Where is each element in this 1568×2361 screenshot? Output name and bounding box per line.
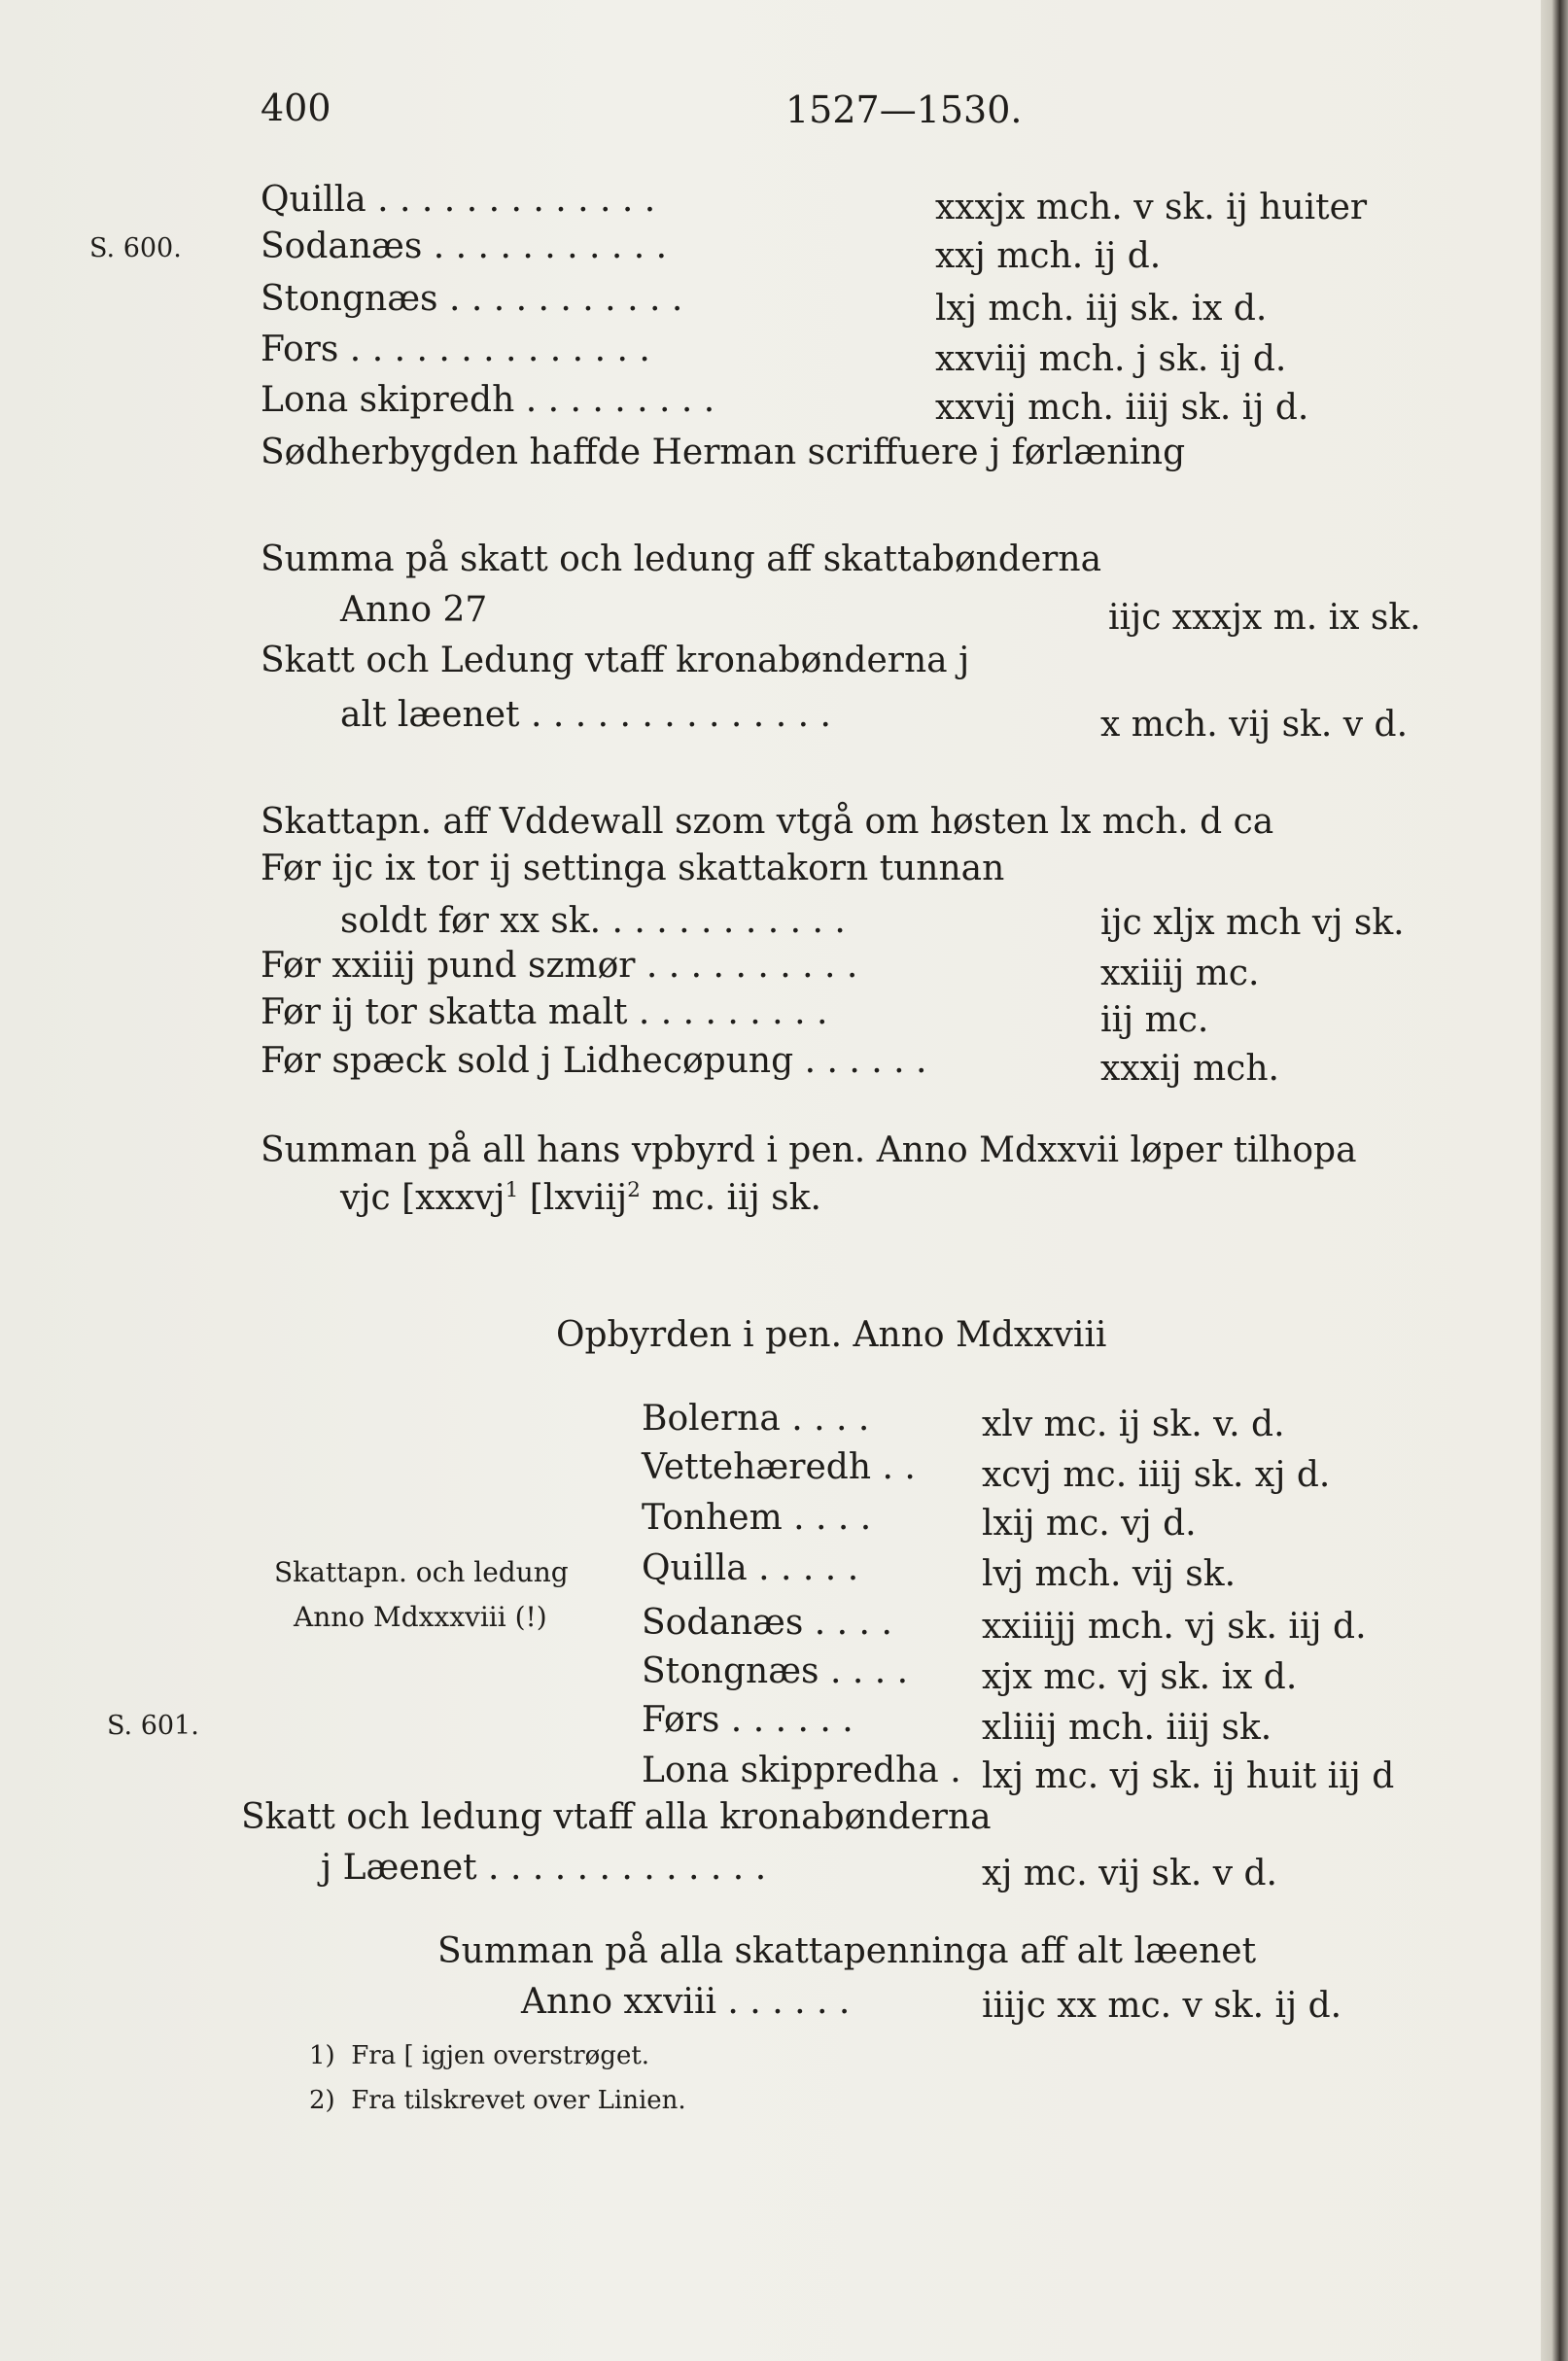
- summan-1-part-b: [lxviij: [529, 1178, 628, 1218]
- entry2-bolerna-value: xlv mc. ij sk. v. d.: [982, 1405, 1285, 1444]
- page-years: 1527—1530.: [785, 88, 1023, 131]
- entry2-fors-value: xliiij mch. iiij sk.: [982, 1708, 1272, 1748]
- summa-alt-value: x mch. vij sk. v d.: [1100, 705, 1409, 745]
- skatt2-label: j Læenet . . . . . . . . . . . . .: [321, 1848, 767, 1888]
- entry2-vettehaeredh-name: Vettehæredh . .: [642, 1447, 916, 1487]
- summan-2-label: Anno xxviii . . . . . .: [521, 1982, 851, 2022]
- summan-1-part-a: vjc [xxxvj: [340, 1178, 505, 1218]
- entry2-stongnaes-value: xjx mc. vj sk. ix d.: [982, 1657, 1298, 1697]
- footnote-2-text: Fra tilskrevet over Linien.: [351, 2086, 686, 2115]
- page-number: 400: [261, 87, 331, 129]
- skatt2-line-1: Skatt och ledung vtaff alla kronabønderna: [241, 1797, 992, 1837]
- skattapn-item-3-name: Før ij tor skatta malt . . . . . . . . .: [261, 992, 828, 1032]
- margin-note-line-2: Anno Mdxxxviii (!): [294, 1601, 547, 1633]
- entry-stongnaes-name: Stongnæs . . . . . . . . . . .: [261, 279, 683, 319]
- entry2-quilla-value: lvj mch. vij sk.: [982, 1554, 1237, 1594]
- skattapn-item-3-value: iij mc.: [1100, 1000, 1209, 1040]
- entry2-lona-name: Lona skippredha .: [642, 1751, 961, 1790]
- margin-s601: S. 601.: [107, 1711, 199, 1741]
- entry-lona-value: xxvij mch. iiij sk. ij d.: [935, 388, 1309, 428]
- entry-sodanaes-value: xxj mch. ij d.: [935, 236, 1162, 276]
- skattapn-line-2: Før ijc ix tor ij settinga skattakorn tunnan: [261, 849, 1005, 888]
- summan-1-part-c: mc. iij sk.: [651, 1178, 821, 1218]
- skatt2-value: xj mc. vij sk. v d.: [982, 1854, 1277, 1893]
- entry2-vettehaeredh-value: xcvj mc. iiij sk. xj d.: [982, 1455, 1331, 1495]
- summa-anno-label: Anno 27: [340, 590, 488, 630]
- summan-1-line-1: Summan på all hans vpbyrd i pen. Anno Mdxxvii løper tilhopa: [261, 1130, 1357, 1170]
- skattapn-item-2-name: Før xxiiij pund szmør . . . . . . . . . .: [261, 946, 858, 986]
- skattapn-item-4-name: Før spæck sold j Lidhecøpung . . . . . .: [261, 1041, 927, 1081]
- summa-anno-value: iijc xxxjx m. ix sk.: [1108, 598, 1421, 638]
- footnote-2: [309, 2088, 686, 2113]
- entry-stongnaes-value: lxj mch. iij sk. ix d.: [935, 289, 1268, 329]
- margin-note-line-1: Skattapn. och ledung: [274, 1556, 569, 1588]
- summa-line-3: Skatt och Ledung vtaff kronabønderna j: [261, 641, 970, 680]
- heading-opbyrden: Opbyrden i pen. Anno Mdxxviii: [556, 1315, 1107, 1355]
- entry-sodanaes-name: Sodanæs . . . . . . . . . . .: [261, 226, 668, 266]
- book-binding-edge: [1541, 0, 1568, 2361]
- sodherbygden-line: Sødherbygden haffde Herman scriffuere j førlæning: [261, 433, 1186, 472]
- footnote-1-text: Fra [ igjen overstrøget.: [351, 2041, 650, 2070]
- footnote-1-mark: 1): [309, 2041, 335, 2070]
- summan-1-line-2: [340, 1180, 821, 1216]
- entry-quilla-value: xxxjx mch. v sk. ij huiter: [935, 188, 1368, 227]
- skattapn-item-2-value: xxiiij mc.: [1100, 954, 1260, 993]
- entry2-sodanaes-value: xxiiijj mch. vj sk. iij d.: [982, 1607, 1367, 1647]
- entry-quilla-name: Quilla . . . . . . . . . . . . .: [261, 180, 656, 220]
- entry2-quilla-name: Quilla . . . . .: [642, 1548, 859, 1588]
- entry2-sodanaes-name: Sodanæs . . . .: [642, 1603, 892, 1643]
- entry-fors-name: Fors . . . . . . . . . . . . . .: [261, 330, 650, 369]
- entry2-fors-name: Førs . . . . . .: [642, 1700, 854, 1740]
- footnote-1: [309, 2043, 649, 2068]
- entry2-stongnaes-name: Stongnæs . . . .: [642, 1651, 909, 1691]
- footnote-ref-1: 1: [505, 1178, 519, 1202]
- entry2-tonhem-value: lxij mc. vj d.: [982, 1504, 1197, 1544]
- summan-2-line-1: Summan på alla skattapenninga aff alt læenet: [437, 1931, 1257, 1971]
- skattapn-item-4-value: xxxij mch.: [1100, 1049, 1279, 1089]
- margin-s600: S. 600.: [89, 233, 182, 263]
- skattapn-item-1-name: soldt før xx sk. . . . . . . . . . . .: [340, 901, 846, 941]
- entry2-bolerna-name: Bolerna . . . .: [642, 1399, 870, 1439]
- entry2-tonhem-name: Tonhem . . . .: [642, 1498, 872, 1538]
- entry2-lona-value: lxj mc. vj sk. ij huit iij d: [982, 1756, 1395, 1796]
- skattapn-item-1-value: ijc xljx mch vj sk.: [1100, 903, 1405, 943]
- entry-lona-name: Lona skipredh . . . . . . . . .: [261, 380, 715, 420]
- summan-2-value: iiijc xx mc. v sk. ij d.: [982, 1986, 1342, 2026]
- summa-line-1: Summa på skatt och ledung aff skattabønderna: [261, 539, 1102, 579]
- skattapn-line-1: Skattapn. aff Vddewall szom vtgå om høsten lx mch. d ca: [261, 802, 1274, 842]
- summa-alt-label: alt læenet . . . . . . . . . . . . . .: [340, 695, 831, 735]
- footnote-ref-2: 2: [627, 1178, 641, 1202]
- entry-fors-value: xxviij mch. j sk. ij d.: [935, 339, 1287, 379]
- footnote-2-mark: 2): [309, 2086, 335, 2115]
